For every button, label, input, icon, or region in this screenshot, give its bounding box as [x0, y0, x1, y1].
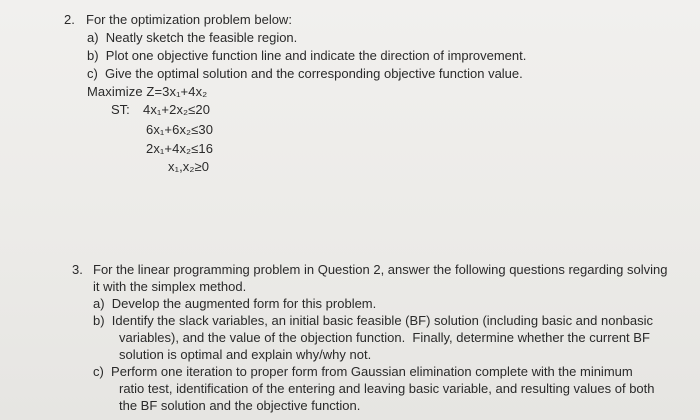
question-3-part-b-line-3: solution is optimal and explain why/why not.: [119, 347, 372, 362]
question-2-part-b: b) Plot one objective function line and indicate the direction of improvement.: [87, 48, 527, 63]
subject-to-label: ST:: [111, 102, 130, 117]
question-3-part-a: a) Develop the augmented form for this problem.: [93, 296, 377, 311]
question-2-part-c: c) Give the optimal solution and the corresponding objective function value.: [87, 66, 523, 81]
nonnegativity-constraint: x₁,x₂≥0: [168, 159, 210, 174]
question-3-part-c-line-2: ratio test, identification of the entering and leaving basic variable, and resulting values of both: [119, 381, 655, 396]
constraint-3: 2x₁+4x₂≤16: [146, 141, 214, 156]
question-3-part-c-line-3: the BF solution and the objective function.: [119, 398, 361, 413]
question-3-intro-line-1: For the linear programming problem in Question 2, answer the following questions regarding solving: [93, 262, 668, 277]
question-2-number: 2.: [64, 12, 75, 27]
constraint-2: 6x₁+6x₂≤30: [146, 122, 214, 137]
objective-function: Maximize Z=3x₁+4x₂: [87, 84, 208, 99]
question-3-part-c-line-1: c) Perform one iteration to proper form from Gaussian elimination complete with the minimum: [93, 364, 633, 379]
constraint-1: 4x₁+2x₂≤20: [143, 102, 211, 117]
question-3-part-b-line-2: variables), and the value of the objection function. Finally, determine whether the current BF: [119, 330, 650, 345]
question-3-number: 3.: [72, 262, 83, 277]
question-3-intro-line-2: it with the simplex method.: [93, 279, 247, 294]
question-2-intro: For the optimization problem below:: [86, 12, 292, 27]
question-3-part-b-line-1: b) Identify the slack variables, an initial basic feasible (BF) solution (including basic and nonbasic: [93, 313, 654, 328]
question-2-part-a: a) Neatly sketch the feasible region.: [87, 30, 298, 45]
